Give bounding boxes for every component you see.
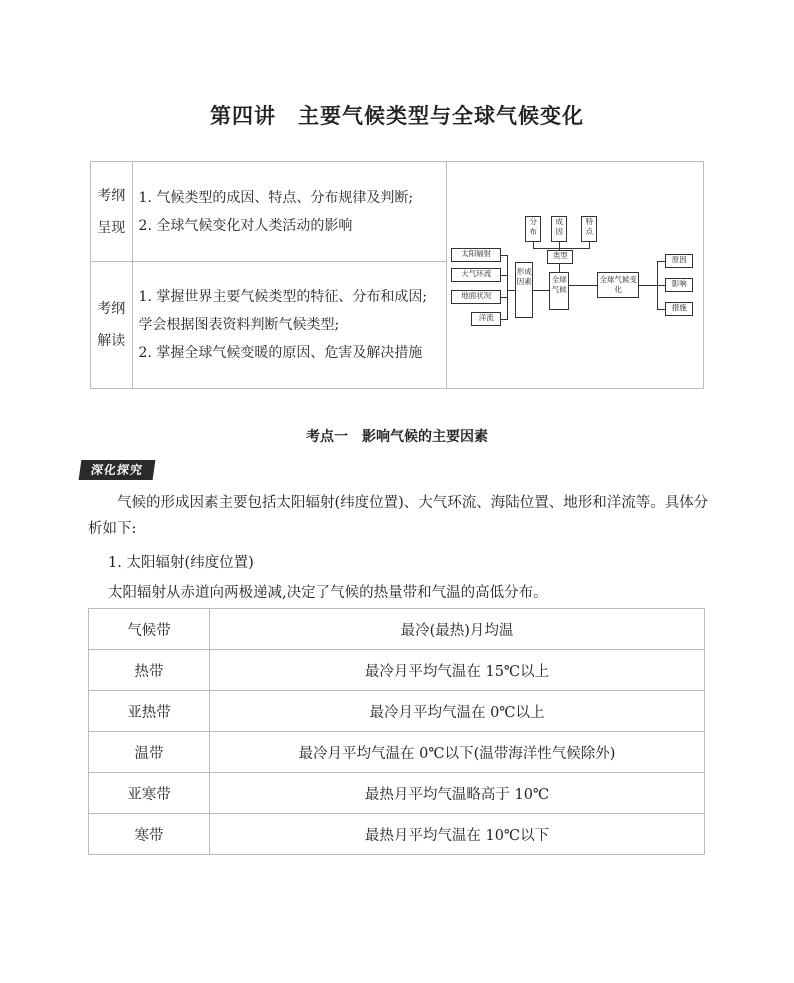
diagram-connector xyxy=(657,261,665,262)
knowledge-diagram xyxy=(447,162,699,388)
table-row xyxy=(89,691,705,732)
outline-item: 1. 气候类型的成因、特点、分布规律及判断; xyxy=(138,189,414,206)
outline-row-presentation xyxy=(91,162,704,262)
table-header: 最冷(最热)月均温 xyxy=(210,609,705,650)
table-cell: 热带 xyxy=(89,650,210,691)
table-header: 气候带 xyxy=(89,609,210,650)
diagram-connector xyxy=(507,255,508,320)
diagram-box-global-climate: 全球气候 xyxy=(549,272,569,310)
diagram-box-effect: 原因 xyxy=(665,254,693,268)
solar-radiation-text: 太阳辐射从赤道向两极递减,决定了气候的热量带和气温的高低分布。 xyxy=(108,585,548,601)
diagram-box-climate-change: 全球气候变化 xyxy=(597,272,639,298)
diagram-connector xyxy=(533,290,549,291)
deep-inquiry-badge: 深化探究 xyxy=(79,460,156,480)
table-cell: 亚寒带 xyxy=(89,773,210,814)
table-cell: 最热月平均气温略高于 10℃ xyxy=(210,773,705,814)
climate-zone-table xyxy=(88,608,705,855)
diagram-connector xyxy=(657,285,665,286)
outline-label-presentation: 考纲 呈现 xyxy=(91,162,133,262)
table-row xyxy=(89,773,705,814)
diagram-connector xyxy=(559,264,560,272)
diagram-box-distribution: 分布 xyxy=(525,216,541,242)
intro-paragraph: 气候的形成因素主要包括太阳辐射(纬度位置)、大气环流、海陆位置、地形和洋流等。具体分析如下: xyxy=(88,495,709,537)
knowledge-diagram-cell xyxy=(447,162,704,389)
outline-text-interpretation xyxy=(132,262,447,389)
table-header-row xyxy=(89,609,705,650)
table-row xyxy=(89,732,705,773)
table-cell: 寒带 xyxy=(89,814,210,855)
diagram-box-cause: 成因 xyxy=(551,216,567,242)
diagram-connector xyxy=(639,285,657,286)
outline-item: 1. 掌握世界主要气候类型的特征、分布和成因;学会根据图表资料判断气候类型; xyxy=(138,289,428,334)
subheading-solar-radiation: 1. 太阳辐射(纬度位置) xyxy=(108,555,254,571)
table-cell: 温带 xyxy=(89,732,210,773)
diagram-connector xyxy=(507,290,515,291)
diagram-box-effect: 措施 xyxy=(665,302,693,316)
table-cell: 最热月平均气温在 10℃以下 xyxy=(210,814,705,855)
outline-label-interpretation: 考纲 解读 xyxy=(91,262,133,389)
diagram-box-factor: 洋流 xyxy=(471,312,501,326)
diagram-box-effect: 影响 xyxy=(665,278,693,292)
outline-item: 2. 全球气候变化对人类活动的影响 xyxy=(138,217,353,234)
diagram-box-feature: 特点 xyxy=(581,216,597,242)
table-cell: 最冷月平均气温在 0℃以上 xyxy=(210,691,705,732)
table-cell: 最冷月平均气温在 15℃以上 xyxy=(210,650,705,691)
outline-table xyxy=(90,161,704,389)
outline-text-presentation xyxy=(132,162,447,262)
diagram-box-factor: 太阳辐射 xyxy=(451,248,501,262)
diagram-connector xyxy=(569,285,597,286)
diagram-box-types: 类型 xyxy=(547,250,573,264)
table-cell: 亚热带 xyxy=(89,691,210,732)
diagram-box-formation: 形成因素 xyxy=(515,262,533,318)
diagram-connector xyxy=(533,248,590,249)
table-row xyxy=(89,814,705,855)
section-title: 考点一 影响气候的主要因素 xyxy=(306,429,488,445)
diagram-connector xyxy=(657,309,665,310)
diagram-box-factor: 大气环流 xyxy=(451,268,501,282)
diagram-box-factor: 地面状况 xyxy=(451,290,501,304)
page-title: 第四讲 主要气候类型与全球气候变化 xyxy=(210,104,584,128)
table-row xyxy=(89,650,705,691)
outline-item: 2. 掌握全球气候变暖的原因、危害及解决措施 xyxy=(138,345,423,362)
table-cell: 最冷月平均气温在 0℃以下(温带海洋性气候除外) xyxy=(210,732,705,773)
